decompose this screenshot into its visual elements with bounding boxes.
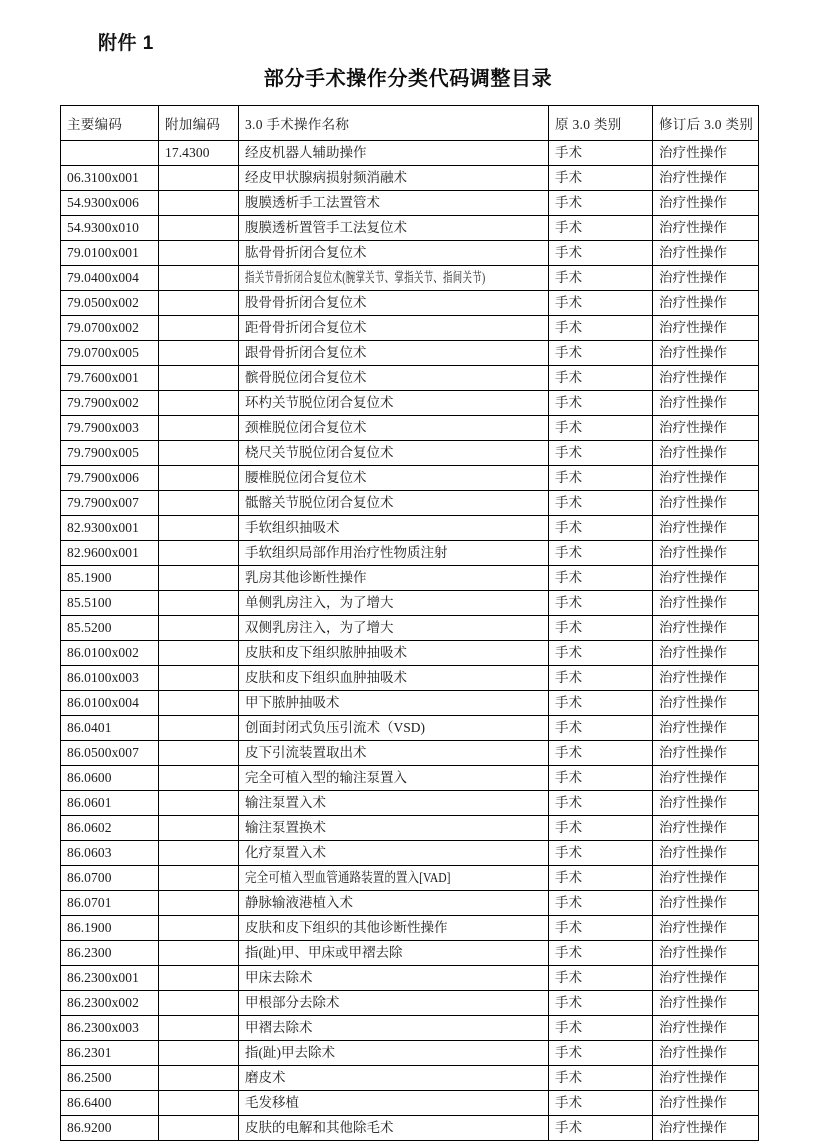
cell-additional-code: [159, 1041, 239, 1066]
page-title: 部分手术操作分类代码调整目录: [263, 68, 553, 90]
cell-original-category: 手术: [549, 241, 653, 266]
column-header-operation-name: 3.0 手术操作名称: [239, 106, 549, 141]
cell-revised-category: 治疗性操作: [653, 691, 759, 716]
cell-main-code: 86.0600: [61, 766, 159, 791]
cell-additional-code: [159, 341, 239, 366]
cell-original-category: 手术: [549, 1116, 653, 1141]
cell-original-category: 手术: [549, 541, 653, 566]
table-row: [61, 266, 759, 291]
table-row: [61, 666, 759, 691]
cell-revised-category: 治疗性操作: [653, 666, 759, 691]
cell-main-code: 86.2300x001: [61, 966, 159, 991]
cell-operation-name: 颈椎脱位闭合复位术: [239, 416, 549, 441]
cell-operation-name: 经皮甲状腺病损射频消融术: [239, 166, 549, 191]
cell-original-category: 手术: [549, 616, 653, 641]
cell-revised-category: 治疗性操作: [653, 816, 759, 841]
cell-additional-code: [159, 391, 239, 416]
cell-original-category: 手术: [549, 366, 653, 391]
cell-operation-name: 甲下脓肿抽吸术: [239, 691, 549, 716]
codes-table-wrapper: [60, 105, 758, 1141]
cell-main-code: 86.6400: [61, 1091, 159, 1116]
cell-revised-category: 治疗性操作: [653, 1116, 759, 1141]
cell-additional-code: [159, 266, 239, 291]
cell-operation-name: 皮肤的电解和其他除毛术: [239, 1116, 549, 1141]
table-header: [61, 106, 759, 141]
cell-operation-name: 甲根部分去除术: [239, 991, 549, 1016]
cell-additional-code: [159, 216, 239, 241]
cell-operation-name: 骶髂关节脱位闭合复位术: [239, 491, 549, 516]
cell-main-code: 86.9200: [61, 1116, 159, 1141]
cell-additional-code: [159, 891, 239, 916]
cell-original-category: 手术: [549, 716, 653, 741]
table-row: [61, 941, 759, 966]
cell-additional-code: [159, 991, 239, 1016]
cell-revised-category: 治疗性操作: [653, 466, 759, 491]
cell-revised-category: 治疗性操作: [653, 1016, 759, 1041]
cell-operation-name: 甲床去除术: [239, 966, 549, 991]
cell-additional-code: [159, 416, 239, 441]
column-header-additional-code: 附加编码: [159, 106, 239, 141]
table-row: [61, 466, 759, 491]
table-row: [61, 841, 759, 866]
cell-original-category: 手术: [549, 816, 653, 841]
table-row: [61, 741, 759, 766]
cell-additional-code: [159, 241, 239, 266]
cell-revised-category: 治疗性操作: [653, 866, 759, 891]
cell-main-code: 86.2301: [61, 1041, 159, 1066]
cell-original-category: 手术: [549, 766, 653, 791]
codes-table: [60, 105, 759, 1141]
cell-additional-code: [159, 816, 239, 841]
cell-main-code: 06.3100x001: [61, 166, 159, 191]
column-header-main-code: 主要编码: [61, 106, 159, 141]
cell-revised-category: 治疗性操作: [653, 141, 759, 166]
cell-main-code: 86.2500: [61, 1066, 159, 1091]
cell-revised-category: 治疗性操作: [653, 366, 759, 391]
cell-additional-code: [159, 741, 239, 766]
cell-original-category: 手术: [549, 591, 653, 616]
cell-operation-name: 肱骨骨折闭合复位术: [239, 241, 549, 266]
cell-revised-category: 治疗性操作: [653, 291, 759, 316]
cell-revised-category: 治疗性操作: [653, 591, 759, 616]
cell-operation-name: 皮肤和皮下组织血肿抽吸术: [239, 666, 549, 691]
cell-additional-code: [159, 1091, 239, 1116]
cell-main-code: 79.0700x002: [61, 316, 159, 341]
cell-operation-name: 甲褶去除术: [239, 1016, 549, 1041]
cell-operation-name: 腹膜透析手工法置管术: [239, 191, 549, 216]
cell-operation-name: 经皮机器人辅助操作: [239, 141, 549, 166]
table-row: [61, 191, 759, 216]
cell-original-category: 手术: [549, 416, 653, 441]
cell-revised-category: 治疗性操作: [653, 791, 759, 816]
cell-original-category: 手术: [549, 691, 653, 716]
cell-main-code: 54.9300x006: [61, 191, 159, 216]
cell-revised-category: 治疗性操作: [653, 391, 759, 416]
cell-additional-code: [159, 516, 239, 541]
table-row: [61, 291, 759, 316]
table-row: [61, 1091, 759, 1116]
cell-original-category: 手术: [549, 491, 653, 516]
cell-operation-name: 输注泵置入术: [239, 791, 549, 816]
cell-operation-name: 指(趾)甲去除术: [239, 1041, 549, 1066]
cell-revised-category: 治疗性操作: [653, 266, 759, 291]
cell-revised-category: 治疗性操作: [653, 891, 759, 916]
cell-additional-code: [159, 166, 239, 191]
cell-additional-code: [159, 841, 239, 866]
cell-main-code: 79.7900x006: [61, 466, 159, 491]
table-row: [61, 1016, 759, 1041]
cell-operation-name: 桡尺关节脱位闭合复位术: [239, 441, 549, 466]
table-row: [61, 891, 759, 916]
table-row: [61, 616, 759, 641]
table-row: [61, 416, 759, 441]
cell-revised-category: 治疗性操作: [653, 241, 759, 266]
cell-revised-category: 治疗性操作: [653, 916, 759, 941]
cell-revised-category: 治疗性操作: [653, 416, 759, 441]
column-header-original-category: 原 3.0 类别: [549, 106, 653, 141]
cell-additional-code: [159, 366, 239, 391]
cell-main-code: 86.0700: [61, 866, 159, 891]
cell-additional-code: [159, 766, 239, 791]
table-row: [61, 566, 759, 591]
cell-operation-name: 静脉输液港植入术: [239, 891, 549, 916]
cell-operation-name: 指关节骨折闭合复位术(腕掌关节、掌指关节、指间关节): [239, 266, 549, 291]
table-row: [61, 716, 759, 741]
cell-main-code: 79.0100x001: [61, 241, 159, 266]
cell-operation-name: 双侧乳房注入，为了增大: [239, 616, 549, 641]
cell-revised-category: 治疗性操作: [653, 491, 759, 516]
cell-original-category: 手术: [549, 1091, 653, 1116]
cell-revised-category: 治疗性操作: [653, 441, 759, 466]
cell-revised-category: 治疗性操作: [653, 541, 759, 566]
table-row: [61, 541, 759, 566]
cell-operation-name: 化疗泵置入术: [239, 841, 549, 866]
cell-main-code: 86.0100x002: [61, 641, 159, 666]
cell-original-category: 手术: [549, 516, 653, 541]
table-row: [61, 141, 759, 166]
cell-main-code: 85.1900: [61, 566, 159, 591]
cell-additional-code: [159, 566, 239, 591]
cell-additional-code: [159, 441, 239, 466]
cell-additional-code: [159, 591, 239, 616]
table-row: [61, 691, 759, 716]
cell-main-code: 86.0601: [61, 791, 159, 816]
cell-operation-name: 手软组织抽吸术: [239, 516, 549, 541]
cell-original-category: 手术: [549, 941, 653, 966]
cell-operation-name: 输注泵置换术: [239, 816, 549, 841]
table-row: [61, 1041, 759, 1066]
cell-additional-code: [159, 291, 239, 316]
cell-original-category: 手术: [549, 441, 653, 466]
cell-revised-category: 治疗性操作: [653, 1091, 759, 1116]
cell-original-category: 手术: [549, 641, 653, 666]
table-row: [61, 816, 759, 841]
cell-additional-code: [159, 941, 239, 966]
cell-revised-category: 治疗性操作: [653, 191, 759, 216]
cell-operation-name: 跟骨骨折闭合复位术: [239, 341, 549, 366]
cell-operation-name: 完全可植入型血管通路装置的置入[VAD]: [239, 866, 549, 891]
cell-main-code: 79.7900x005: [61, 441, 159, 466]
cell-original-category: 手术: [549, 191, 653, 216]
cell-operation-name: 手软组织局部作用治疗性物质注射: [239, 541, 549, 566]
cell-additional-code: [159, 716, 239, 741]
cell-additional-code: [159, 541, 239, 566]
cell-main-code: 79.7900x002: [61, 391, 159, 416]
cell-main-code: 86.0602: [61, 816, 159, 841]
cell-additional-code: [159, 466, 239, 491]
cell-revised-category: 治疗性操作: [653, 741, 759, 766]
cell-revised-category: 治疗性操作: [653, 216, 759, 241]
cell-revised-category: 治疗性操作: [653, 616, 759, 641]
table-row: [61, 216, 759, 241]
cell-original-category: 手术: [549, 891, 653, 916]
cell-operation-name: 创面封闭式负压引流术（VSD): [239, 716, 549, 741]
cell-original-category: 手术: [549, 466, 653, 491]
cell-original-category: 手术: [549, 1041, 653, 1066]
cell-main-code: 79.7900x007: [61, 491, 159, 516]
cell-main-code: 86.2300x003: [61, 1016, 159, 1041]
table-row: [61, 866, 759, 891]
cell-original-category: 手术: [549, 841, 653, 866]
cell-additional-code: [159, 641, 239, 666]
cell-main-code: 82.9600x001: [61, 541, 159, 566]
cell-operation-name: 完全可植入型的输注泵置入: [239, 766, 549, 791]
cell-operation-name: 毛发移植: [239, 1091, 549, 1116]
table-row: [61, 366, 759, 391]
cell-revised-category: 治疗性操作: [653, 516, 759, 541]
cell-main-code: 79.7600x001: [61, 366, 159, 391]
cell-main-code: 85.5100: [61, 591, 159, 616]
cell-main-code: 85.5200: [61, 616, 159, 641]
cell-original-category: 手术: [549, 791, 653, 816]
cell-revised-category: 治疗性操作: [653, 716, 759, 741]
table-row: [61, 441, 759, 466]
cell-main-code: 86.0500x007: [61, 741, 159, 766]
table-body: [61, 141, 759, 1141]
cell-original-category: 手术: [549, 966, 653, 991]
cell-additional-code: [159, 916, 239, 941]
table-row: [61, 591, 759, 616]
cell-additional-code: [159, 191, 239, 216]
cell-main-code: 86.1900: [61, 916, 159, 941]
cell-operation-name: 腹膜透析置管手工法复位术: [239, 216, 549, 241]
cell-main-code: 79.0500x002: [61, 291, 159, 316]
cell-additional-code: [159, 491, 239, 516]
cell-original-category: 手术: [549, 916, 653, 941]
cell-operation-name: 指(趾)甲、甲床或甲褶去除: [239, 941, 549, 966]
cell-main-code: 54.9300x010: [61, 216, 159, 241]
cell-original-category: 手术: [549, 1066, 653, 1091]
cell-main-code: 82.9300x001: [61, 516, 159, 541]
cell-additional-code: [159, 866, 239, 891]
cell-revised-category: 治疗性操作: [653, 966, 759, 991]
cell-original-category: 手术: [549, 391, 653, 416]
cell-revised-category: 治疗性操作: [653, 766, 759, 791]
cell-revised-category: 治疗性操作: [653, 316, 759, 341]
cell-revised-category: 治疗性操作: [653, 1066, 759, 1091]
cell-operation-name: 乳房其他诊断性操作: [239, 566, 549, 591]
cell-operation-name: 皮肤和皮下组织的其他诊断性操作: [239, 916, 549, 941]
cell-additional-code: [159, 316, 239, 341]
cell-operation-name: 腰椎脱位闭合复位术: [239, 466, 549, 491]
cell-original-category: 手术: [549, 566, 653, 591]
cell-operation-name: 距骨骨折闭合复位术: [239, 316, 549, 341]
cell-additional-code: [159, 966, 239, 991]
table-row: [61, 1066, 759, 1091]
cell-main-code: 79.0400x004: [61, 266, 159, 291]
cell-main-code: 79.0700x005: [61, 341, 159, 366]
attachment-label: 附件 1: [98, 33, 154, 54]
cell-original-category: 手术: [549, 666, 653, 691]
cell-main-code: 86.0401: [61, 716, 159, 741]
cell-additional-code: 17.4300: [159, 141, 239, 166]
cell-additional-code: [159, 616, 239, 641]
cell-operation-name: 磨皮术: [239, 1066, 549, 1091]
cell-operation-name: 单侧乳房注入，为了增大: [239, 591, 549, 616]
cell-original-category: 手术: [549, 216, 653, 241]
cell-operation-name: 皮下引流装置取出术: [239, 741, 549, 766]
table-row: [61, 166, 759, 191]
table-row: [61, 966, 759, 991]
table-row: [61, 316, 759, 341]
cell-original-category: 手术: [549, 316, 653, 341]
cell-operation-name: 股骨骨折闭合复位术: [239, 291, 549, 316]
cell-revised-category: 治疗性操作: [653, 941, 759, 966]
cell-main-code: 86.2300: [61, 941, 159, 966]
cell-original-category: 手术: [549, 866, 653, 891]
cell-original-category: 手术: [549, 741, 653, 766]
cell-revised-category: 治疗性操作: [653, 1041, 759, 1066]
cell-additional-code: [159, 1016, 239, 1041]
table-row: [61, 391, 759, 416]
cell-original-category: 手术: [549, 166, 653, 191]
cell-additional-code: [159, 791, 239, 816]
cell-revised-category: 治疗性操作: [653, 166, 759, 191]
column-header-revised-category: 修订后 3.0 类别: [653, 106, 759, 141]
table-row: [61, 916, 759, 941]
table-header-row: [61, 106, 759, 141]
cell-revised-category: 治疗性操作: [653, 566, 759, 591]
cell-main-code: 86.0100x004: [61, 691, 159, 716]
cell-revised-category: 治疗性操作: [653, 641, 759, 666]
cell-original-category: 手术: [549, 141, 653, 166]
cell-original-category: 手术: [549, 266, 653, 291]
cell-original-category: 手术: [549, 1016, 653, 1041]
table-row: [61, 516, 759, 541]
cell-original-category: 手术: [549, 991, 653, 1016]
cell-additional-code: [159, 1066, 239, 1091]
cell-revised-category: 治疗性操作: [653, 991, 759, 1016]
table-row: [61, 991, 759, 1016]
cell-main-code: 86.2300x002: [61, 991, 159, 1016]
cell-main-code: 86.0701: [61, 891, 159, 916]
cell-operation-name: 环杓关节脱位闭合复位术: [239, 391, 549, 416]
table-row: [61, 491, 759, 516]
cell-additional-code: [159, 691, 239, 716]
cell-main-code: 79.7900x003: [61, 416, 159, 441]
table-row: [61, 641, 759, 666]
cell-additional-code: [159, 666, 239, 691]
cell-revised-category: 治疗性操作: [653, 841, 759, 866]
table-row: [61, 341, 759, 366]
cell-main-code: 86.0100x003: [61, 666, 159, 691]
cell-original-category: 手术: [549, 291, 653, 316]
cell-original-category: 手术: [549, 341, 653, 366]
cell-main-code: [61, 141, 159, 166]
table-row: [61, 766, 759, 791]
cell-operation-name: 髌骨脱位闭合复位术: [239, 366, 549, 391]
table-row: [61, 791, 759, 816]
table-row: [61, 241, 759, 266]
cell-operation-name: 皮肤和皮下组织脓肿抽吸术: [239, 641, 549, 666]
cell-main-code: 86.0603: [61, 841, 159, 866]
cell-revised-category: 治疗性操作: [653, 341, 759, 366]
